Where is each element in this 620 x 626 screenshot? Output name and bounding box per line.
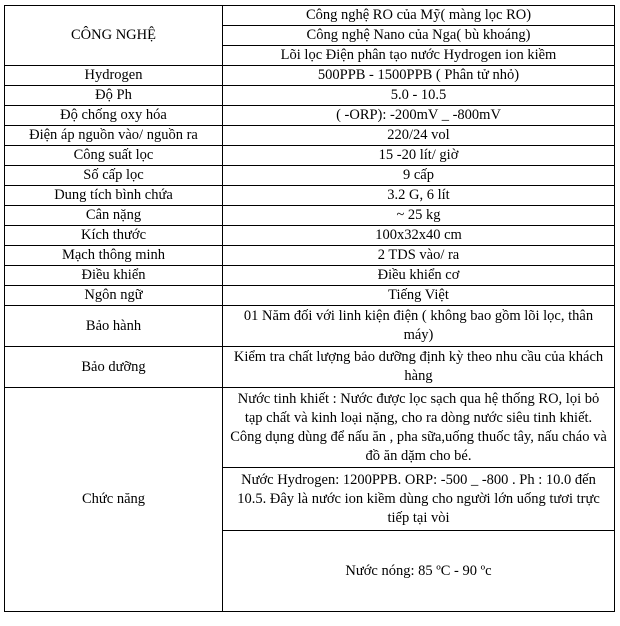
spec-table — [4, 5, 615, 612]
spec-value: 3.2 G, 6 lít — [223, 186, 615, 206]
table-row — [5, 266, 615, 286]
spec-value: ~ 25 kg — [223, 206, 615, 226]
spec-label: Độ Ph — [5, 86, 223, 106]
table-row — [5, 388, 615, 468]
table-row — [5, 166, 615, 186]
table-row — [5, 206, 615, 226]
table-row — [5, 6, 615, 26]
technology-item: Công nghệ RO của Mỹ( màng lọc RO) — [223, 6, 615, 26]
spec-label: Kích thước — [5, 226, 223, 246]
spec-label: Hydrogen — [5, 66, 223, 86]
spec-label: Dung tích bình chứa — [5, 186, 223, 206]
table-row — [5, 246, 615, 266]
spec-label: Độ chống oxy hóa — [5, 106, 223, 126]
warranty-value: 01 Năm đối với linh kiện điện ( không bao gồm lõi lọc, thân máy) — [223, 306, 615, 347]
technology-item: Lõi lọc Điện phân tạo nước Hydrogen ion kiềm — [223, 46, 615, 66]
spec-label: Điều khiển — [5, 266, 223, 286]
function-item: Nước Hydrogen: 1200PPB. ORP: -500 _ -800 . Ph : 10.0 đến 10.5. Đây là nước ion kiềm dùng cho người lớn uống tươi trực tiếp tại vòi — [223, 468, 615, 531]
spec-label: Mạch thông minh — [5, 246, 223, 266]
spec-value: Điều khiển cơ — [223, 266, 615, 286]
spec-label: Ngôn ngữ — [5, 286, 223, 306]
warranty-label: Bảo hành — [5, 306, 223, 347]
table-row — [5, 186, 615, 206]
function-item: Nước tinh khiết : Nước được lọc sạch qua hệ thống RO, lọi bỏ tạp chất và kinh loại nặng, cho ra dòng nước siêu tinh khiết. Công dụng dùng để nấu ăn , pha sữa,uống thuốc tây, nấu cháo và đồ ăn dặm cho bé. — [223, 388, 615, 468]
table-row — [5, 146, 615, 166]
spec-label: Số cấp lọc — [5, 166, 223, 186]
spec-value: 500PPB - 1500PPB ( Phân tử nhỏ) — [223, 66, 615, 86]
table-row — [5, 106, 615, 126]
technology-item: Công nghệ Nano của Nga( bù khoáng) — [223, 26, 615, 46]
spec-value: 5.0 - 10.5 — [223, 86, 615, 106]
spec-value: 9 cấp — [223, 166, 615, 186]
maintenance-value: Kiểm tra chất lượng bảo dưỡng định kỳ theo nhu cầu của khách hàng — [223, 347, 615, 388]
table-row — [5, 226, 615, 246]
table-row — [5, 86, 615, 106]
spec-label: Điện áp nguồn vào/ nguồn ra — [5, 126, 223, 146]
spec-value: ( -ORP): -200mV _ -800mV — [223, 106, 615, 126]
table-row — [5, 126, 615, 146]
functions-label: Chức năng — [5, 388, 223, 612]
table-row — [5, 66, 615, 86]
spec-value: 15 -20 lít/ giờ — [223, 146, 615, 166]
spec-value: Tiếng Việt — [223, 286, 615, 306]
table-row — [5, 347, 615, 388]
maintenance-label: Bảo dưỡng — [5, 347, 223, 388]
table-row — [5, 286, 615, 306]
spec-value: 2 TDS vào/ ra — [223, 246, 615, 266]
spec-value: 100x32x40 cm — [223, 226, 615, 246]
technology-label: CÔNG NGHỆ — [5, 6, 223, 66]
spec-label: Công suất lọc — [5, 146, 223, 166]
spec-label: Cân nặng — [5, 206, 223, 226]
function-item: Nước nóng: 85 ºC - 90 ºc — [223, 531, 615, 612]
spec-value: 220/24 vol — [223, 126, 615, 146]
table-row — [5, 306, 615, 347]
